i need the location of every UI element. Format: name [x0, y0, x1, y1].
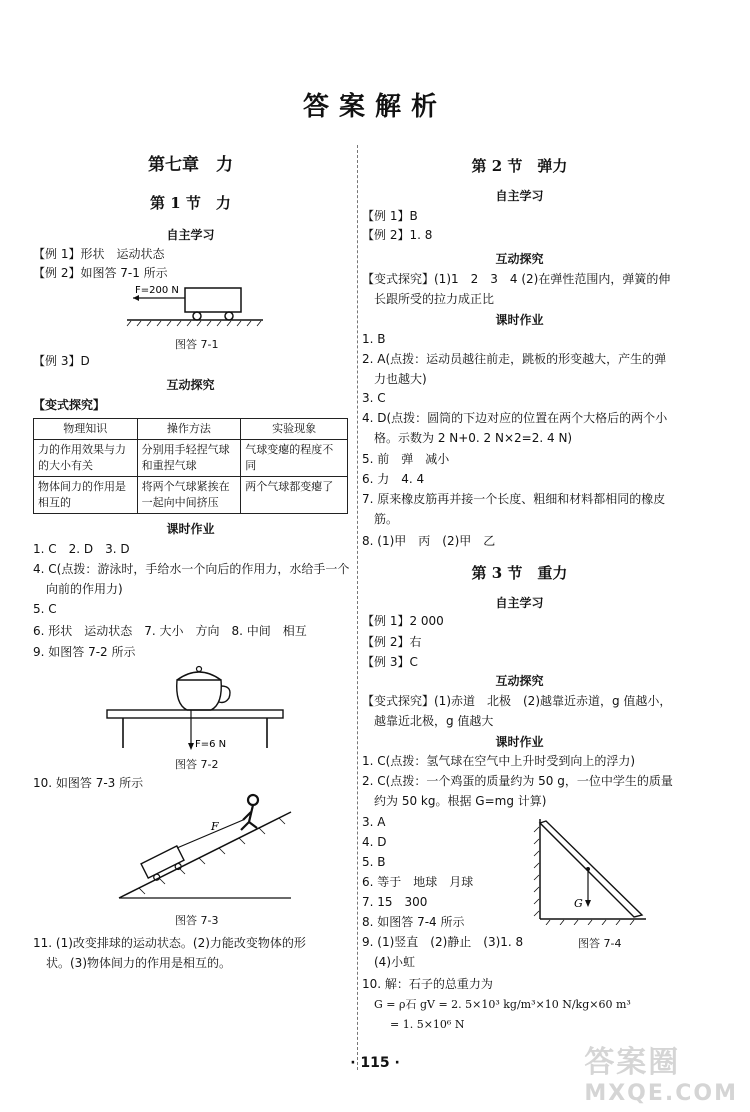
stick-figure	[241, 795, 258, 830]
section-3-heading: 第 3 节 重力	[471, 564, 568, 582]
answer-c9-line2: (4)小虹	[374, 955, 415, 969]
answer-b7-line1: 7. 原来橡皮筋再并接一个长度、粗细和材料都相同的橡皮	[362, 492, 666, 506]
answer-b6: 6. 力 4. 4	[362, 472, 425, 486]
table-cell: 气球变瘪的程度不同	[241, 440, 348, 477]
answer-c10-line1: 10. 解：石子的总重力为	[362, 977, 493, 991]
figure-7-1	[125, 280, 265, 330]
variant-inquiry-label: 【变式探究】	[33, 398, 106, 412]
answer-c5: 5. B	[362, 855, 386, 869]
teapot-lid	[177, 672, 221, 680]
cart-body	[185, 288, 241, 312]
table-cell: 将两个气球紧挨在一起向中间挤压	[137, 477, 241, 514]
figure-7-2	[105, 660, 285, 755]
self-study-heading: 自主学习	[495, 189, 544, 203]
figure-7-4	[530, 815, 650, 925]
example-1: 【例 1】B	[362, 209, 418, 223]
page-number: · 115 ·	[350, 1055, 400, 1071]
gravity-label: G	[574, 897, 583, 910]
answer-11-line1: 11. (1)改变排球的运动状态。(2)力能改变物体的形	[33, 936, 306, 950]
table-top	[107, 710, 283, 718]
example-2: 【例 2】1. 8	[362, 228, 433, 242]
answer-c2-line2: 约为 50 kg。根据 G=mg 计算)	[374, 794, 547, 808]
variant-inquiry-line2: 越靠近北极，g 值越大	[374, 714, 494, 728]
table-cell: 分别用手轻捏气球和重捏气球	[137, 440, 241, 477]
variant-inquiry-line1: 【变式探究】(1)1 2 3 4 (2)在弹性范围内，弹簧的伸	[362, 272, 671, 286]
answer-b2-line2: 力也越大)	[374, 372, 427, 386]
answer-c7: 7. 15 300	[362, 895, 428, 909]
interactive-heading: 互动探究	[495, 674, 544, 688]
figure-7-2-caption: 图答 7-2	[175, 758, 219, 771]
force-label: F=200 N	[135, 285, 179, 296]
answer-6-8: 6. 形状 运动状态 7. 大小 方向 8. 中间 相互	[33, 624, 307, 638]
table-header-cell: 操作方法	[137, 419, 241, 440]
answer-b7-line2: 筋。	[374, 512, 399, 526]
answer-c6: 6. 等于 地球 月球	[362, 875, 474, 889]
answer-11-line2: 状。(3)物体间力的作用是相互的。	[46, 956, 231, 970]
answer-b5: 5. 前 弹 减小	[362, 452, 450, 466]
answer-b8: 8. (1)甲 丙 (2)甲 乙	[362, 534, 496, 548]
gravity-arrowhead	[585, 900, 591, 907]
cart-on-slope	[141, 846, 187, 884]
answer-b1: 1. B	[362, 332, 386, 346]
table-row	[34, 477, 348, 514]
teapot-knob	[197, 667, 202, 672]
answer-b4-line2: 格。示数为 2 N+0. 2 N×2=2. 4 N)	[374, 431, 573, 445]
ground-hatch	[127, 321, 261, 326]
leaning-board	[540, 821, 642, 917]
slope-line	[119, 812, 291, 898]
figure-7-3-caption: 图答 7-3	[175, 914, 219, 927]
answer-c9-line1: 9. (1)竖直 (2)静止 (3)1. 8	[362, 935, 524, 949]
variant-inquiry-line2: 长跟所受的拉力成正比	[374, 292, 495, 306]
answer-b2-line1: 2. A(点拨：运动员越往前走，跳板的形变越大，产生的弹	[362, 352, 667, 366]
table-header-cell: 物理知识	[34, 419, 138, 440]
table-header-cell: 实验现象	[241, 419, 348, 440]
chapter-heading: 第七章 力	[148, 155, 233, 175]
homework-heading: 课时作业	[495, 735, 544, 749]
interactive-heading: 互动探究	[166, 378, 215, 392]
answer-c1: 1. C(点拨：氢气球在空气中上升时受到向上的浮力)	[362, 754, 636, 768]
wall-hatch	[534, 827, 539, 916]
answer-c10-result: = 1. 5×10⁶ N	[390, 1018, 465, 1031]
table-header-row	[34, 419, 348, 440]
interactive-heading: 互动探究	[495, 252, 544, 266]
page-title: 答案解析	[302, 92, 447, 122]
self-study-heading: 自主学习	[166, 228, 215, 242]
table-cell: 两个气球都变瘪了	[241, 477, 348, 514]
force-label: F	[211, 820, 219, 833]
example-1: 【例 1】2 000	[362, 614, 444, 628]
answer-c4: 4. D	[362, 835, 387, 849]
knowledge-table	[33, 418, 348, 514]
homework-heading: 课时作业	[166, 522, 215, 536]
floor-hatch	[546, 920, 634, 925]
watermark-text: 答案圈	[584, 1045, 681, 1080]
teapot-body	[177, 680, 222, 710]
section-1-heading: 第 1 节 力	[150, 194, 231, 212]
table-row	[34, 440, 348, 477]
cart-wheel	[193, 312, 201, 320]
answer-b3: 3. C	[362, 391, 386, 405]
answer-c10-formula: G = ρ石 gV = 2. 5×10³ kg/m³×10 N/kg×60 m³	[374, 998, 631, 1011]
answer-4-line2: 向前的作用力)	[46, 582, 123, 596]
force-arrowhead	[188, 743, 194, 750]
example-3: 【例 3】C	[362, 655, 418, 669]
answer-4-line1: 4. C(点拨：游泳时，手给水一个向后的作用力，水给手一个	[33, 562, 350, 576]
example-2: 【例 2】如图答 7-1 所示	[33, 266, 168, 280]
variant-inquiry-line1: 【变式探究】(1)赤道 北极 (2)越靠近赤道，g 值越小，	[362, 694, 672, 708]
column-divider	[357, 145, 358, 1070]
answer-c3: 3. A	[362, 815, 386, 829]
figure-7-3	[115, 790, 295, 905]
example-2: 【例 2】右	[362, 635, 422, 649]
self-study-heading: 自主学习	[495, 596, 544, 610]
answer-c8: 8. 如图答 7-4 所示	[362, 915, 465, 929]
answer-5: 5. C	[33, 602, 57, 616]
table-cell: 力的作用效果与力的大小有关	[34, 440, 138, 477]
rope-force-line	[177, 820, 243, 848]
watermark	[584, 1037, 738, 1106]
cart-wheel	[225, 312, 233, 320]
force-label: F=6 N	[195, 739, 227, 750]
answer-9: 9. 如图答 7-2 所示	[33, 645, 136, 659]
example-1: 【例 1】形状 运动状态	[33, 247, 165, 261]
example-3: 【例 3】D	[33, 354, 90, 368]
answer-c2-line1: 2. C(点拨：一个鸡蛋的质量约为 50 g，一位中学生的质量	[362, 774, 673, 788]
section-2-heading: 第 2 节 弹力	[471, 157, 568, 175]
answer-1-3: 1. C 2. D 3. D	[33, 542, 130, 556]
figure-7-1-caption: 图答 7-1	[175, 338, 219, 351]
watermark-url: MXQE.COM	[584, 1081, 738, 1106]
table-cell: 物体间力的作用是相互的	[34, 477, 138, 514]
answer-b4-line1: 4. D(点拨：圆筒的下边对应的位置在两个大格后的两个小	[362, 411, 668, 425]
answer-10: 10. 如图答 7-3 所示	[33, 776, 144, 790]
homework-heading: 课时作业	[495, 313, 544, 327]
figure-7-4-caption: 图答 7-4	[578, 937, 622, 950]
